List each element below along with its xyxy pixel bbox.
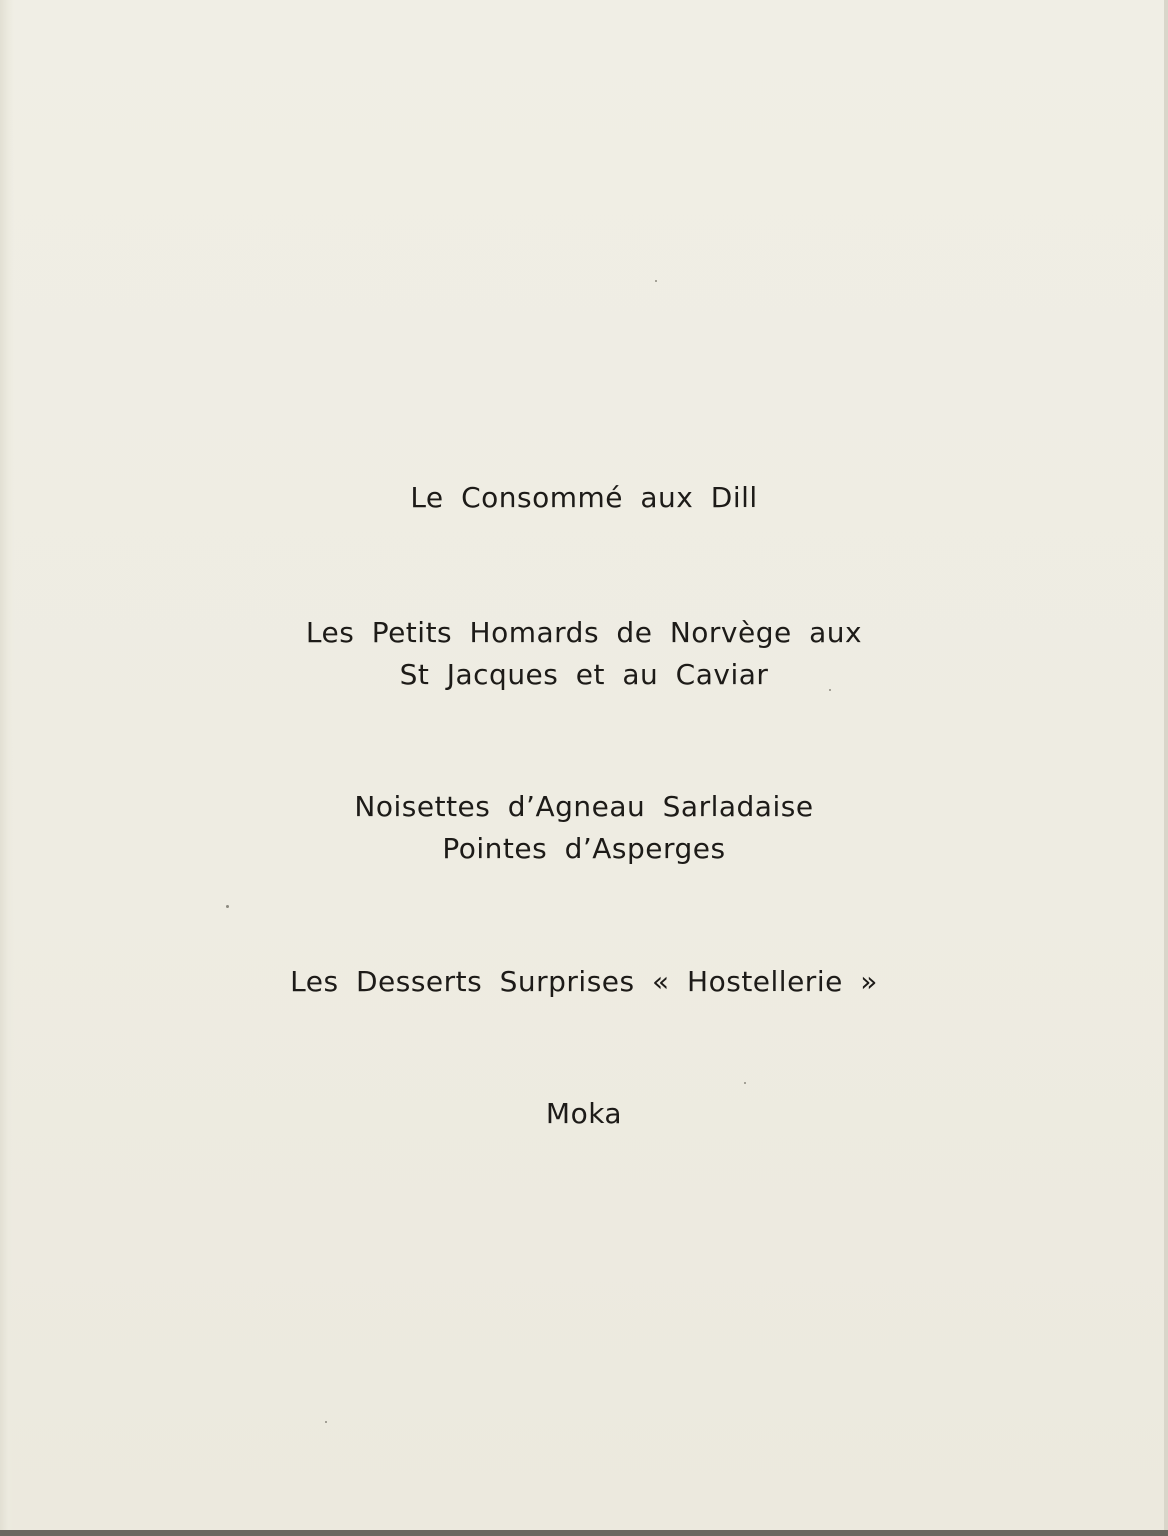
course-line: St Jacques et au Caviar [399,658,769,691]
course-line: Le Consommé aux Dill [410,481,758,514]
course-line: Pointes d’Asperges [442,832,726,865]
paper-speck [655,280,657,282]
paper-speck [226,905,229,908]
course-line: Les Petits Homards de Norvège aux [305,616,863,649]
course-line: Noisettes d’Agneau Sarladaise [354,790,814,823]
course-line: Les Desserts Surprises « Hostellerie » [290,965,878,998]
menu-course-4 [0,961,1168,1003]
menu-course-1 [0,477,1168,519]
menu-course-2 [0,612,1168,696]
page-right-edge [1164,0,1168,1536]
paper-speck [325,1421,327,1423]
paper-speck [744,1082,746,1084]
paper-speck [829,689,831,691]
menu-course-5 [0,1093,1168,1135]
course-line: Moka [545,1097,623,1130]
page-bottom-edge [0,1530,1168,1536]
menu-course-3 [0,786,1168,870]
page-left-edge [0,0,14,1536]
